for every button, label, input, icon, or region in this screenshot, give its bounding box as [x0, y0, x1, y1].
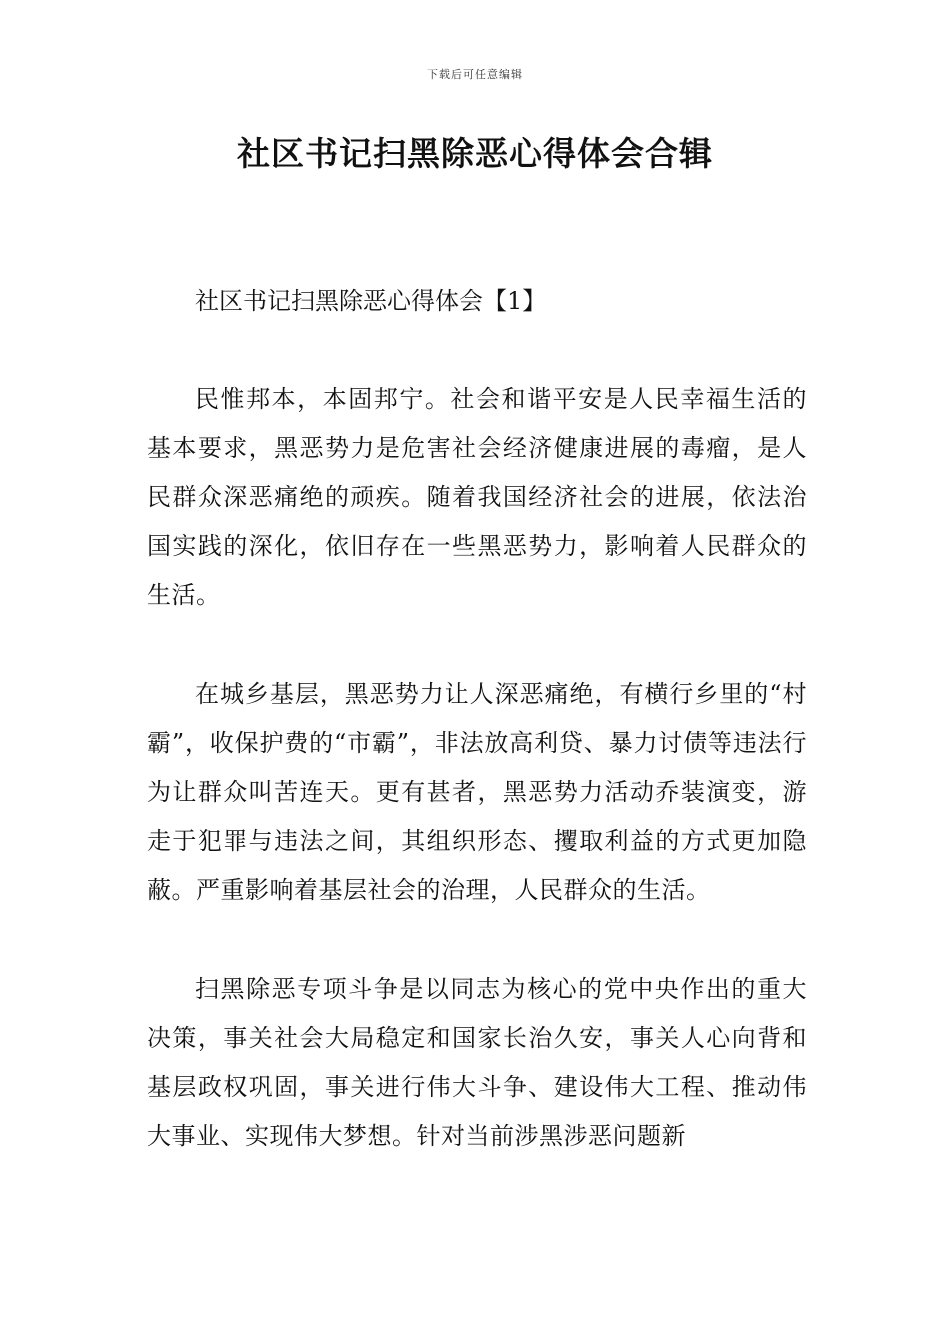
- section-heading: 社区书记扫黑除恶心得体会【1】: [195, 287, 547, 315]
- document-body: [147, 277, 807, 1211]
- paragraph-3: 扫黑除恶专项斗争是以同志为核心的党中央作出的重大决策，事关社会大局稳定和国家长治久安，事关人心向背和基层政权巩固，事关进行伟大斗争、建设伟大工程、推动伟大事业、实现伟大梦想。针对当前涉黑涉恶问题新: [147, 975, 807, 1150]
- paragraph-2: 在城乡基层，黑恶势力让人深恶痛绝，有横行乡里的“村霸”，收保护费的“市霸”，非法放高利贷、暴力讨债等违法行为让群众叫苦连天。更有甚者，黑恶势力活动乔装演变，游走于犯罪与违法之间，其组织形态、攫取利益的方式更加隐蔽。严重影响着基层社会的治理，人民群众的生活。: [147, 680, 807, 904]
- paragraph-1: 民惟邦本，本固邦宁。社会和谐平安是人民幸福生活的基本要求，黑恶势力是危害社会经济健康进展的毒瘤，是人民群众深恶痛绝的顽疾。随着我国经济社会的进展，依法治国实践的深化，依旧存在一些黑恶势力，影响着人民群众的生活。: [147, 385, 807, 609]
- header-note: 下载后可任意编辑: [427, 68, 523, 81]
- document-title: 社区书记扫黑除恶心得体会合辑: [237, 134, 713, 173]
